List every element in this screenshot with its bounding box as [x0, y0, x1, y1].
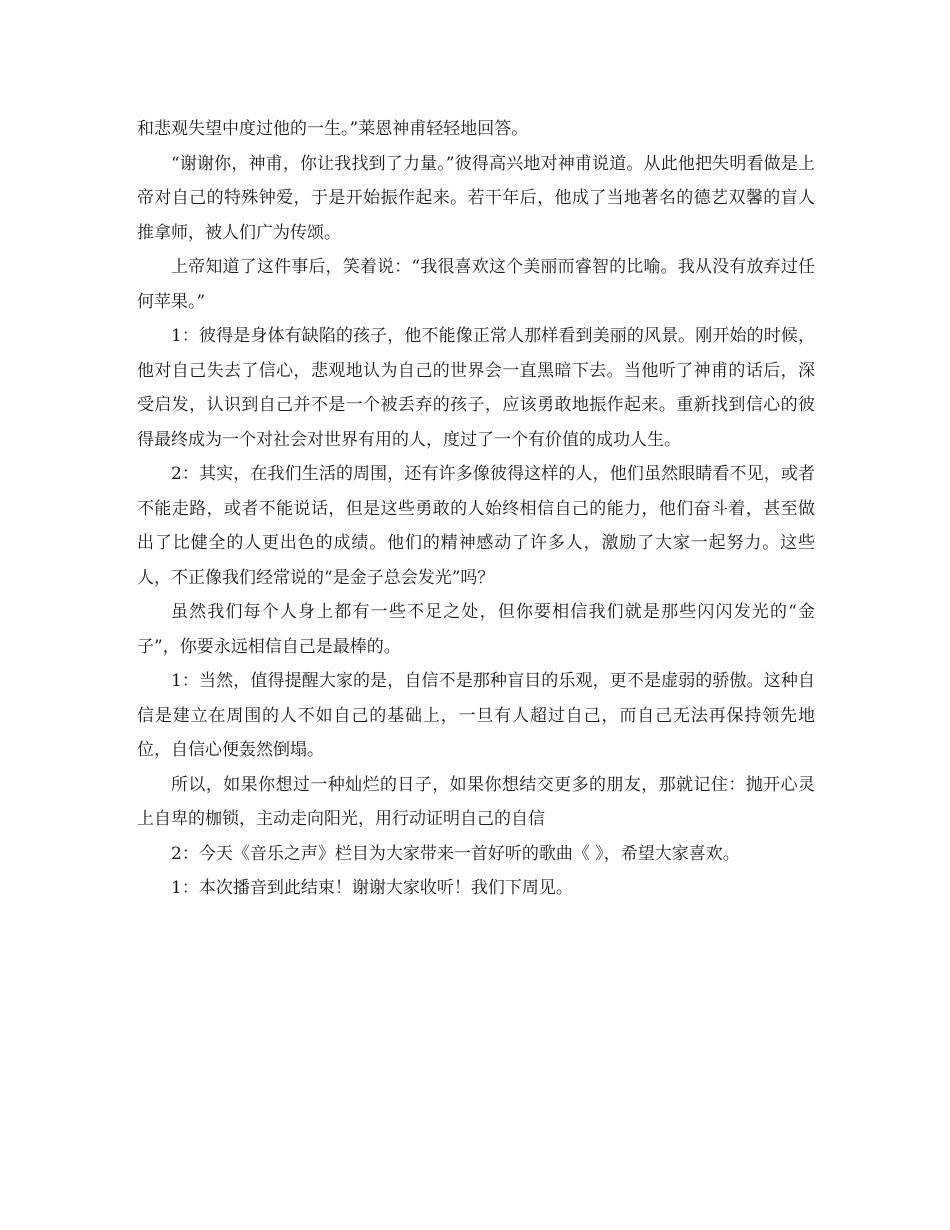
document-page: [137, 112, 815, 906]
paragraph-5: 2：其实，在我们生活的周围，还有许多像彼得这样的人，他们虽然眼睛看不见，或者不能走路，或者不能说话，但是这些勇敢的人始终相信自己的能力，他们奋斗着，甚至做出了比健全的人更出色的成绩。他们的精神感动了许多人，激励了大家一起努力。这些人，不正像我们经常说的“是金子总会发光”吗？: [137, 464, 815, 588]
paragraph-2: “谢谢你，神甫，你让我找到了力量。”彼得高兴地对神甫说道。从此他把失明看做是上帝对自己的特殊钟爱，于是开始振作起来。若干年后，他成了当地著名的德艺双馨的盲人推拿师，被人们广为传颂。: [137, 153, 815, 243]
paragraph-8: 所以，如果你想过一种灿烂的日子，如果你想结交更多的朋友，那就记住：抛开心灵上自卑的枷锁，主动走向阳光，用行动证明自己的自信: [137, 774, 815, 829]
paragraph-4: 1：彼得是身体有缺陷的孩子，他不能像正常人那样看到美丽的风景。刚开始的时候，他对自己失去了信心，悲观地认为自己的世界会一直黑暗下去。当他听了神甫的话后，深受启发，认识到自己并不是一个被丢弃的孩子，应该勇敢地振作起来。重新找到信心的彼得最终成为一个对社会对世界有用的人，度过了一个有价值的成功人生。: [137, 326, 815, 450]
paragraph-10: 1：本次播音到此结束！谢谢大家收听！我们下周见。: [171, 878, 573, 898]
paragraph-1: 和悲观失望中度过他的一生。”莱恩神甫轻轻地回答。: [137, 119, 529, 139]
paragraph-7: 1：当然，值得提醒大家的是，自信不是那种盲目的乐观，更不是虚弱的骄傲。这种自信是建立在周围的人不如自己的基础上，一旦有人超过自己，而自己无法再保持领先地位，自信心便轰然倒塌。: [137, 671, 815, 760]
paragraph-9: 2：今天《音乐之声》栏目为大家带来一首好听的歌曲《 》，希望大家喜欢。: [171, 843, 740, 864]
paragraph-3: 上帝知道了这件事后，笑着说：“我很喜欢这个美丽而睿智的比喻。我从没有放弃过任何苹果。”: [137, 257, 815, 312]
paragraph-6: 虽然我们每个人身上都有一些不足之处，但你要相信我们就是那些闪闪发光的“金子”，你要永远相信自己是最棒的。: [137, 602, 815, 657]
